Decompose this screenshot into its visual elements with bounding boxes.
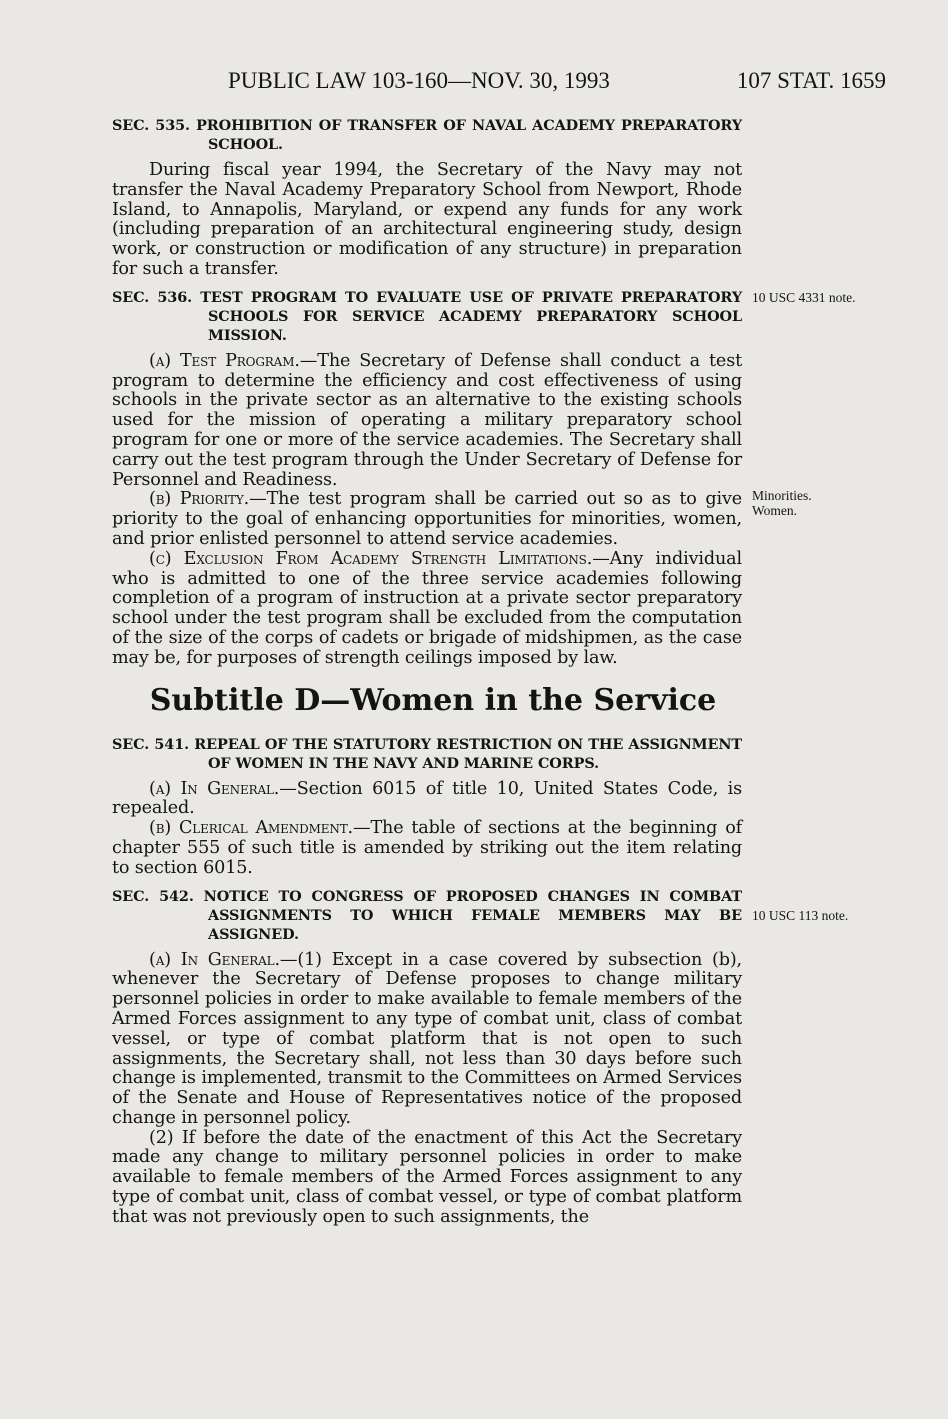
- subsection-label: (a) In General.—: [149, 949, 298, 970]
- subsection-label: (b) Clerical Amendment.—: [149, 818, 371, 839]
- subtitle-heading: Subtitle D—Women in the Service: [149, 682, 717, 718]
- section-536-heading: SEC. 536. TEST PROGRAM TO EVALUATE USE OF PRIVATE PREPARATORY SCHOOLS FOR SERVICE ACADEMY PREPARATORY SCHOOL MISSION.: [112, 288, 742, 344]
- margin-note-10-usc-4331: 10 USC 4331 note.: [752, 290, 856, 305]
- section-542-subsection-a-1: [112, 951, 742, 1129]
- section-535-text: During fiscal year 1994, the Secretary of the Navy may not transfer the Naval Academy Preparatory School from Newport, Rhode Island, to Annapolis, Maryland, or expend any funds for any work (including preparation of an architectural engineering study, design work, or construction or modification of any structure) in preparation for such a transfer.: [112, 160, 742, 279]
- section-536-subsection-b: [112, 490, 742, 549]
- subsection-text: The table of sections at the beginning of chapter 555 of such title is amended by striking out the item relating to section 6015.: [112, 818, 742, 878]
- section-536-subsection-a: [112, 352, 742, 491]
- subsection-label: (c) Exclusion From Academy Strength Limitations.—: [149, 548, 610, 569]
- subsection-text: The Secretary of Defense shall conduct a test program to determine the efficiency and cost effectiveness of using schools in the private sector as an alternative to the existing schools used for the mission of operating a military preparatory school program for one or more of the service academies. The Secretary shall carry out the test program through the Under Secretary of Defense for Personnel and Readiness.: [112, 350, 742, 490]
- margin-note-10-usc-113: 10 USC 113 note.: [752, 908, 849, 923]
- margin-note-line: Women.: [752, 503, 798, 518]
- subsection-text: The test program shall be carried out so as to give priority to the goal of enhancing opportunities for minorities, women, and prior enlisted personnel to attend service academies.: [112, 489, 742, 549]
- margin-note-minorities: [752, 488, 812, 518]
- subsection-text: Any individual who is admitted to one of the three service academies following completion of a program of instruction at a private sector preparatory school under the test program shall be excluded from the computation of the size of the corps of cadets or brigade of midshipmen, as the case may be, for purposes of strength ceilings imposed by law.: [112, 548, 742, 668]
- subsection-label: (a) In General.—: [149, 778, 297, 799]
- section-541-subsection-a: [112, 780, 742, 820]
- section-536-subsection-c: [112, 550, 742, 669]
- subsection-label: (a) Test Program.—: [149, 350, 318, 371]
- section-541-subsection-b: [112, 819, 742, 878]
- margin-note-line: Minorities.: [752, 488, 812, 503]
- subsection-label: (b) Priority.—: [149, 489, 267, 510]
- section-542-subsection-a-2: (2) If before the date of the enactment of this Act the Secretary made any change to military personnel policies in order to make available to female members of the Armed Forces assignment to any type of combat unit, class of combat vessel, or type of combat platform that was not previously open to such assignments, the: [112, 1127, 742, 1227]
- subsection-text: (1) Except in a case covered by subsection (b), whenever the Secretary of Defense proposes to change military personnel policies in order to make available to female members of the Armed Forces assignment to any type of combat unit, class of combat vessel, or type of combat platform that is not open to such assignments, the Secretary shall, not less than 30 days before such change is implemented, transmit to the Committees on Armed Services of the Senate and House of Representatives notice of the proposed change in personnel policy.: [112, 949, 742, 1128]
- main-text: [112, 116, 742, 1228]
- running-head: PUBLIC LAW 103-160—NOV. 30, 1993: [228, 68, 610, 93]
- section-535-heading: SEC. 535. PROHIBITION OF TRANSFER OF NAVAL ACADEMY PREPARATORY SCHOOL.: [112, 117, 742, 153]
- section-542-heading: SEC. 542. NOTICE TO CONGRESS OF PROPOSED CHANGES IN COMBAT ASSIGNMENTS TO WHICH FEMALE MEMBERS MAY BE ASSIGNED.: [112, 887, 742, 943]
- section-541-heading: SEC. 541. REPEAL OF THE STATUTORY RESTRICTION ON THE ASSIGNMENT OF WOMEN IN THE NAVY AND MARINE CORPS.: [112, 735, 742, 772]
- statute-page-reference: 107 STAT. 1659: [736, 68, 886, 93]
- subsection-text: Section 6015 of title 10, United States Code, is repealed.: [112, 778, 743, 819]
- page-header: [228, 68, 886, 98]
